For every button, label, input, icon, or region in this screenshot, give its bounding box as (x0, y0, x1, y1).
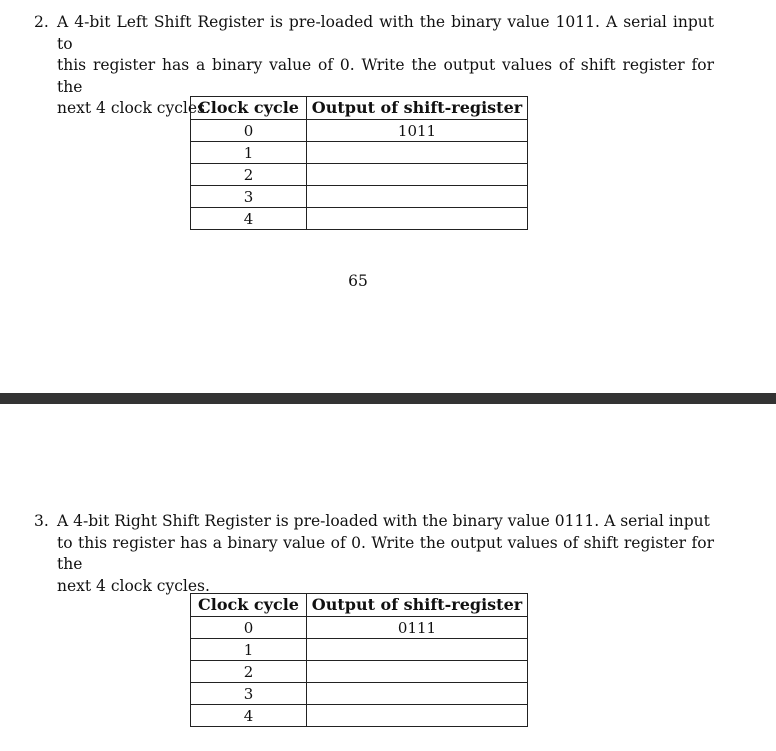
question-line: A 4-bit Left Shift Register is pre-loaded with the binary value 1011. A serial input to (57, 13, 714, 53)
table-row (191, 683, 528, 705)
table-row (191, 186, 528, 208)
output-cell (307, 639, 528, 661)
clock-cycle-header: Clock cycle (191, 97, 307, 120)
question-text (57, 511, 714, 597)
question-line: A 4-bit Right Shift Register is pre-loaded with the binary value 0111. A serial input (57, 512, 710, 530)
table-row (191, 705, 528, 727)
table-header-row (191, 594, 528, 617)
clock-cycle-cell: 3 (191, 683, 307, 705)
output-cell (307, 705, 528, 727)
clock-cycle-cell: 2 (191, 164, 307, 186)
clock-cycle-cell: 1 (191, 639, 307, 661)
question-number: 3. (34, 512, 49, 530)
clock-cycle-cell: 3 (191, 186, 307, 208)
table-row (191, 661, 528, 683)
shift-register-table-q3 (190, 593, 528, 727)
table-row (191, 208, 528, 230)
table-header-row (191, 97, 528, 120)
clock-cycle-cell: 4 (191, 705, 307, 727)
table-row (191, 617, 528, 639)
output-cell: 1011 (307, 120, 528, 142)
table-row (191, 120, 528, 142)
output-cell (307, 164, 528, 186)
output-cell (307, 142, 528, 164)
question-line: next 4 clock cycles. (57, 99, 210, 117)
output-cell (307, 208, 528, 230)
clock-cycle-cell: 0 (191, 120, 307, 142)
question-line: next 4 clock cycles. (57, 576, 210, 595)
output-header: Output of shift-register (307, 594, 528, 617)
output-header: Output of shift-register (307, 97, 528, 120)
clock-cycle-header: Clock cycle (191, 594, 307, 617)
output-cell (307, 661, 528, 683)
table-row (191, 142, 528, 164)
clock-cycle-cell: 2 (191, 661, 307, 683)
output-cell (307, 683, 528, 705)
clock-cycle-cell: 0 (191, 617, 307, 639)
page-divider (0, 393, 776, 404)
clock-cycle-cell: 1 (191, 142, 307, 164)
table-row (191, 164, 528, 186)
output-cell (307, 186, 528, 208)
question-line: to this register has a binary value of 0. Write the output values of shift register for the (57, 533, 714, 573)
page-number: 65 (348, 272, 368, 290)
output-cell: 0111 (307, 617, 528, 639)
clock-cycle-cell: 4 (191, 208, 307, 230)
shift-register-table-q2 (190, 96, 528, 230)
question-3 (34, 511, 714, 597)
table-row (191, 639, 528, 661)
question-line: this register has a binary value of 0. Write the output values of shift register for the (57, 56, 714, 96)
question-number: 2. (34, 13, 49, 31)
